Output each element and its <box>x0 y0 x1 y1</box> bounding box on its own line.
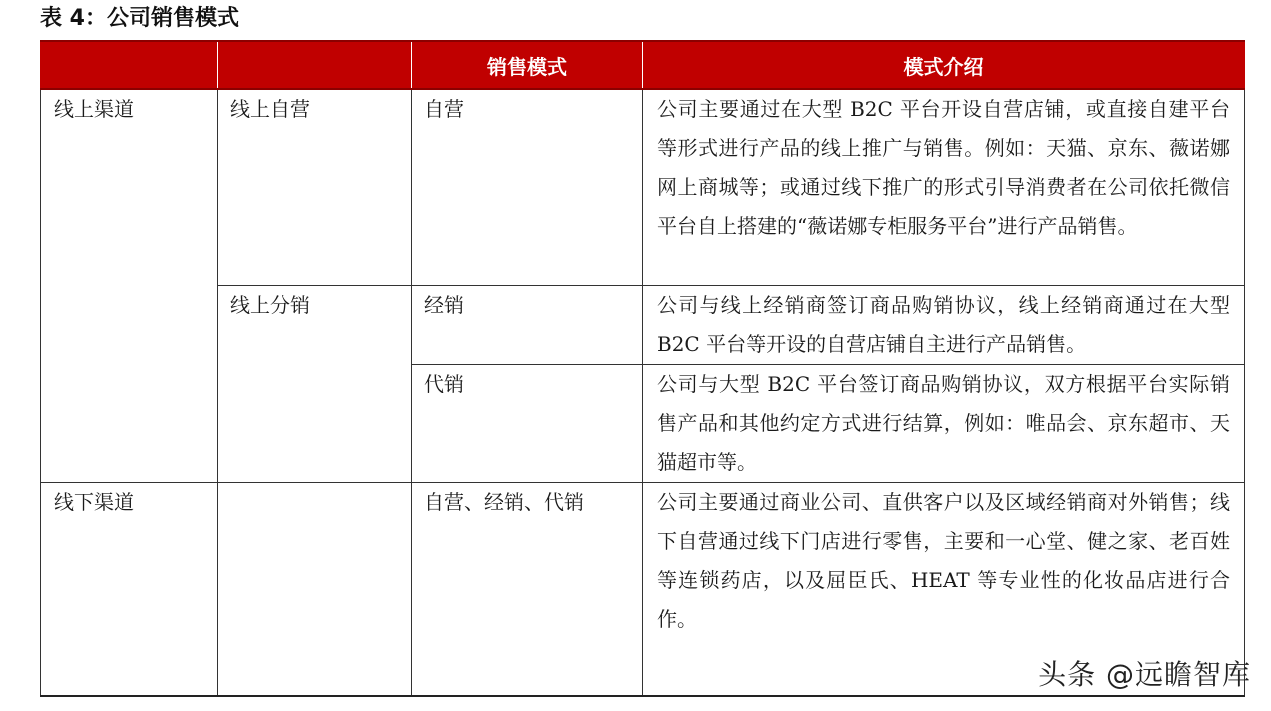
sub-channel-cell: 线上分销 <box>218 285 412 482</box>
sub-channel-cell <box>218 482 412 696</box>
sales-mode-table <box>40 40 1245 697</box>
table-header-row <box>41 41 1245 89</box>
description-cell: 公司主要通过商业公司、直供客户以及区域经销商对外销售；线下自营通过线下门店进行零售，主要和一心堂、健之家、老百姓等连锁药店，以及屈臣氏、HEAT 等专业性的化妆品店进行合作。 <box>643 482 1245 696</box>
mode-cell: 经销 <box>412 285 643 364</box>
header-mode-description: 模式介绍 <box>643 41 1245 89</box>
header-sales-mode: 销售模式 <box>412 41 643 89</box>
watermark: 头条 @远瞻智库 <box>1038 658 1251 691</box>
description-cell: 公司与大型 B2C 平台签订商品购销协议，双方根据平台实际销售产品和其他约定方式进行结算，例如：唯品会、京东超市、天猫超市等。 <box>643 364 1245 482</box>
header-channel <box>41 41 218 89</box>
table-title: 表 4：公司销售模式 <box>40 6 239 31</box>
sub-channel-cell: 线上自营 <box>218 89 412 285</box>
table-row <box>41 89 1245 285</box>
mode-cell: 自营、经销、代销 <box>412 482 643 696</box>
description-cell: 公司主要通过在大型 B2C 平台开设自营店铺，或直接自建平台等形式进行产品的线上推广与销售。例如：天猫、京东、薇诺娜网上商城等；或通过线下推广的形式引导消费者在公司依托微信平台自上搭建的“薇诺娜专柜服务平台”进行产品销售。 <box>643 89 1245 285</box>
channel-cell: 线下渠道 <box>41 482 218 696</box>
mode-cell: 自营 <box>412 89 643 285</box>
table-row <box>41 285 1245 364</box>
header-sub-channel <box>218 41 412 89</box>
description-cell: 公司与线上经销商签订商品购销协议，线上经销商通过在大型 B2C 平台等开设的自营店铺自主进行产品销售。 <box>643 285 1245 364</box>
channel-cell: 线上渠道 <box>41 89 218 482</box>
mode-cell: 代销 <box>412 364 643 482</box>
